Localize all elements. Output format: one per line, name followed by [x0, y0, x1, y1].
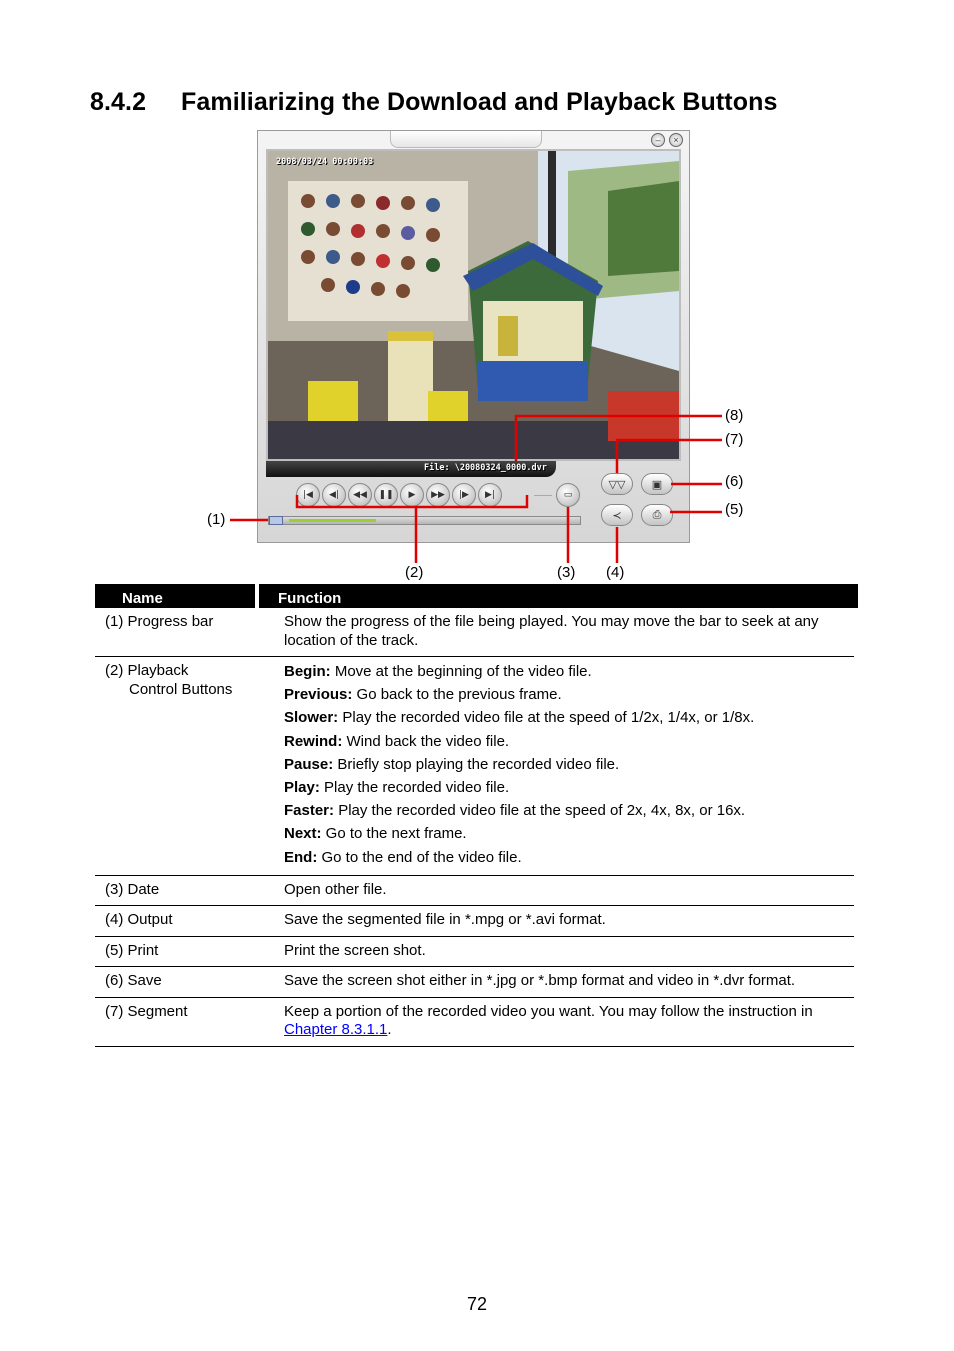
playback-item-next: Next: Go to the next frame. — [284, 825, 467, 843]
section-title: Familiarizing the Download and Playback Buttons — [181, 88, 778, 116]
section-number: 8.4.2 — [90, 88, 147, 116]
playback-item-faster: Faster: Play the recorded video file at the speed of 2x, 4x, 8x, or 16x. — [284, 802, 746, 820]
row-name-line1: (2) Playback — [105, 662, 189, 679]
table-row — [95, 608, 854, 657]
playback-item-pause: Pause: Briefly stop playing the recorded video file. — [284, 755, 620, 773]
table-row — [95, 936, 854, 967]
row-name — [95, 657, 257, 876]
header-name: Name — [95, 584, 257, 608]
row-name: (3) Date — [95, 875, 257, 906]
callout-label-2: (2) — [405, 564, 424, 581]
function-table — [95, 584, 858, 1047]
save-icon[interactable]: ▣ — [641, 473, 673, 495]
slower-icon[interactable]: ◀◀ — [348, 483, 372, 507]
callout-label-3: (3) — [557, 564, 576, 581]
row-function: Save the segmented file in *.mpg or *.avi format. — [257, 906, 854, 937]
minimize-icon[interactable]: – — [651, 133, 665, 147]
chapter-link[interactable]: Chapter 8.3.1.1 — [284, 1021, 388, 1039]
row-function: Show the progress of the file being played. You may move the bar to seek at any location of the track. — [257, 608, 854, 657]
page-number: 72 — [466, 1294, 488, 1314]
table-row — [95, 967, 854, 998]
callout-label-4: (4) — [606, 564, 625, 581]
table-row — [95, 906, 854, 937]
row-function — [257, 657, 854, 876]
playback-item-play: Play: Play the recorded video file. — [284, 779, 510, 797]
playback-item-end: End: Go to the end of the video file. — [284, 848, 522, 866]
callout-label-8: (8) — [725, 407, 744, 424]
open-folder-icon[interactable]: ▭ — [556, 483, 580, 507]
table-header-row — [95, 584, 854, 608]
callout-label-7: (7) — [725, 431, 744, 448]
video-timestamp: 2008/03/24 00:00:03 — [276, 157, 374, 167]
row-name: (1) Progress bar — [95, 608, 257, 657]
callout-label-5: (5) — [725, 501, 744, 518]
faster-icon[interactable]: ▶▶ — [426, 483, 450, 507]
row-function: Open other file. — [257, 875, 854, 906]
segment-icon[interactable]: ▽▽ — [601, 473, 633, 495]
callout-bracket-2 — [297, 495, 527, 507]
row-function: Save the screen shot either in *.jpg or *.bmp format and video in *.dvr format. — [257, 967, 854, 998]
output-icon[interactable]: ≺ — [601, 504, 633, 526]
row-function: Print the screen shot. — [257, 936, 854, 967]
next-icon[interactable]: |▶ — [452, 483, 476, 507]
playback-item-begin: Begin: Move at the beginning of the video file. — [284, 663, 592, 680]
end-icon[interactable]: ▶| — [478, 483, 502, 507]
callout-label-1: (1) — [207, 511, 226, 528]
table-row — [95, 657, 854, 876]
table-row — [95, 997, 854, 1046]
play-icon[interactable]: ▶ — [400, 483, 424, 507]
begin-icon[interactable]: |◀ — [296, 483, 320, 507]
row-name-line2: Control Buttons — [129, 680, 233, 698]
callout-label-6: (6) — [725, 473, 744, 490]
playback-item-rewind: Rewind: Wind back the video file. — [284, 732, 510, 750]
playback-item-previous: Previous: Go back to the previous frame. — [284, 686, 562, 704]
close-icon[interactable]: × — [669, 133, 683, 147]
pause-icon[interactable]: ❚❚ — [374, 483, 398, 507]
video-filename: File: \20080324_0000.dvr — [424, 463, 547, 473]
print-icon[interactable]: ⎙ — [641, 504, 673, 526]
playback-item-slower: Slower: Play the recorded video file at the speed of 1/2x, 1/4x, or 1/8x. — [284, 709, 755, 727]
callout-line-7 — [617, 440, 722, 473]
previous-icon[interactable]: ◀| — [322, 483, 346, 507]
row-name: (7) Segment — [95, 997, 257, 1046]
row-name: (6) Save — [95, 967, 257, 998]
row-name: (5) Print — [95, 936, 257, 967]
row-name: (4) Output — [95, 906, 257, 937]
row-function: Keep a portion of the recorded video you want. You may follow the instruction in Chapter 8.3.1.1. — [257, 997, 854, 1046]
table-row — [95, 875, 854, 906]
callout-lines — [0, 0, 954, 600]
header-function: Function — [257, 584, 854, 608]
